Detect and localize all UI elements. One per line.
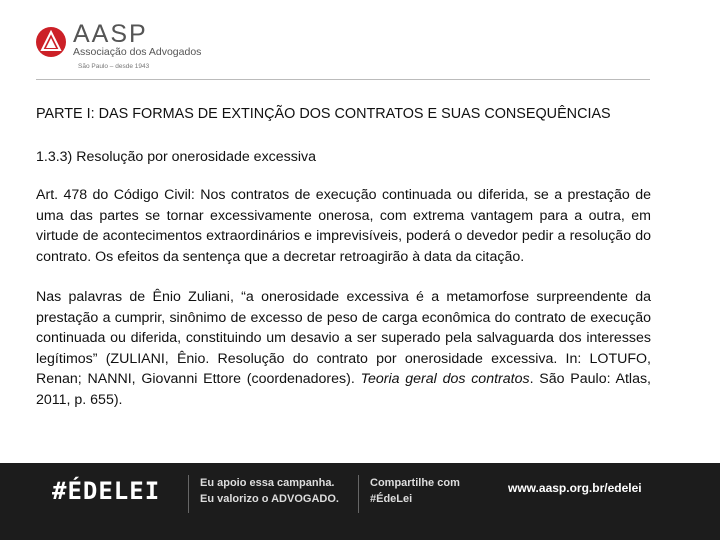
- campaign-site-link[interactable]: www.aasp.org.br/edelei: [508, 481, 642, 495]
- footer-divider: [188, 475, 189, 513]
- share-line-2: #ÉdeLei: [370, 493, 413, 505]
- footer-divider: [358, 475, 359, 513]
- document-title: PARTE I: DAS FORMAS DE EXTINÇÃO DOS CONTRATOS E SUAS CONSEQUÊNCIAS: [36, 106, 611, 122]
- campaign-hashtag: #ÉDELEI: [52, 477, 161, 505]
- paragraph-quote: [36, 287, 651, 410]
- quote-text: Nas palavras de Ênio Zuliani, “a onerosidade excessiva é a metamorfose surpreendente da prestação a cumprir, sinônimo de excesso de peso de carga econômica do contrato de execução continuada ou diferida, constituindo um desavio a ser superado pela salvaguarda dos interesses legítimos” (ZULIANI, Ênio. Resolução do contrato por onerosidade excessiva. In: LOTUFO, Renan; NANNI, Giovanni Ettore (coordenadores).: [36, 289, 651, 387]
- share-text: [370, 475, 460, 507]
- footer-banner: [0, 463, 720, 540]
- aasp-logo-icon: [36, 27, 66, 57]
- header: [0, 0, 720, 80]
- book-title: Teoria geral dos contratos: [360, 371, 530, 387]
- share-line-1: Compartilhe com: [370, 477, 460, 489]
- logo-name: AASP: [73, 20, 148, 48]
- section-subtitle: 1.3.3) Resolução por onerosidade excessiva: [36, 148, 316, 165]
- campaign-line-2: Eu valorizo o ADVOGADO.: [200, 493, 339, 505]
- campaign-line-1: Eu apoio essa campanha.: [200, 477, 335, 489]
- header-divider: [36, 79, 650, 80]
- paragraph-article: Art. 478 do Código Civil: Nos contratos de execução continuada ou diferida, se a prestação de uma das partes se tornar excessivamente onerosa, com extrema vantagem para a outra, em virtude de acontecimentos extraordinários e imprevisíveis, poderá o devedor pedir a resolução do contrato. Os efeitos da sentença que a decretar retroagirão à data da citação.: [36, 187, 651, 265]
- citation-end: . São Paulo: Atlas, 2011, p. 655).: [36, 371, 651, 408]
- logo-subtitle: Associação dos Advogados: [73, 46, 202, 58]
- document-body: [36, 104, 651, 410]
- campaign-text: [200, 475, 339, 507]
- logo-since: São Paulo – desde 1943: [78, 63, 150, 70]
